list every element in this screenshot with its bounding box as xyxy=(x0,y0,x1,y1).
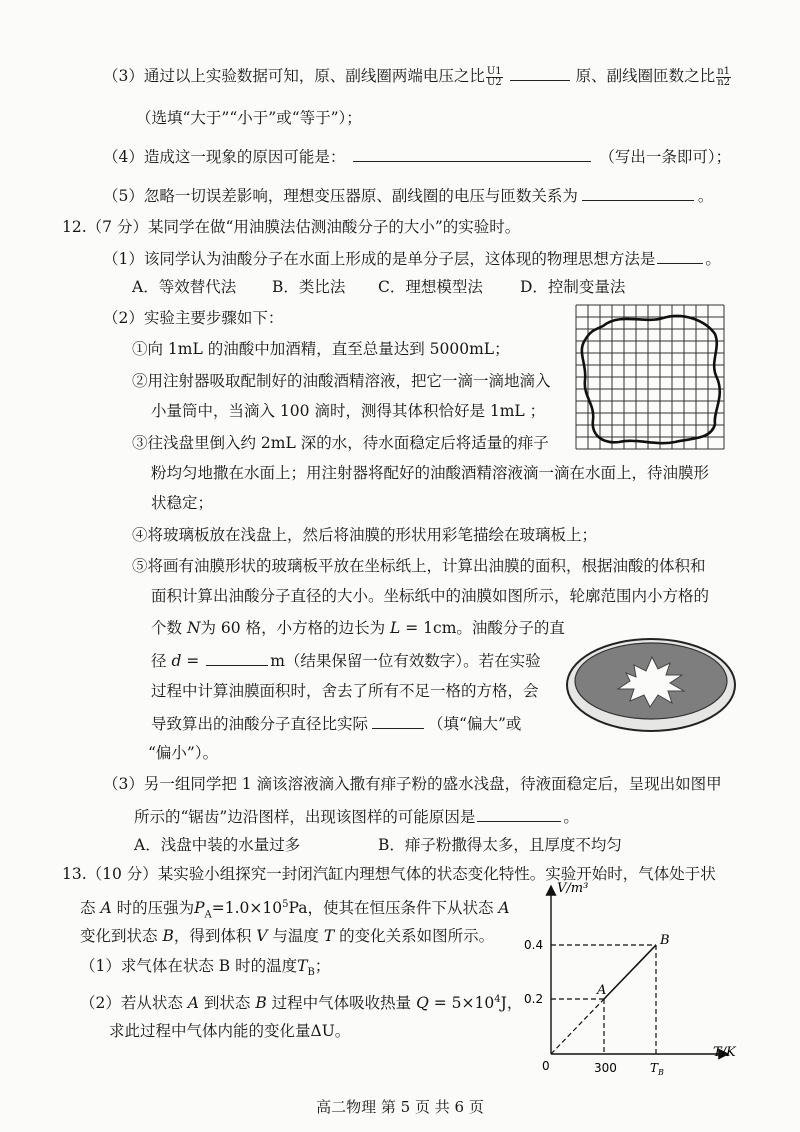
step-5c: 个数 N为 60 格，小方格的边长为 L = 1cm。油酸分子的直 xyxy=(151,619,565,637)
step-5b: 面积计算出油酸分子直径的大小。坐标纸中的油膜如图所示，轮廓范围内小方格的 xyxy=(151,587,710,605)
q12-part3-option-a: A．浅盘中装的水量过多 xyxy=(134,836,301,854)
q12-option-a: A．等效替代法 xyxy=(132,278,237,296)
q13-part1: （1）求气体在状态 B 时的温度$T_B$； xyxy=(80,957,331,979)
step-2a: ②用注射器吸取配制好的油酸酒精溶液，把它一滴一滴地滴入 xyxy=(132,372,551,390)
grid-lines xyxy=(576,305,724,449)
step-1: ①向 1mL 的油酸中加酒精，直至总量达到 5000mL； xyxy=(132,340,510,358)
step-4: ④将玻璃板放在浅盘上，然后将油膜的形状用彩笔描绘在玻璃板上； xyxy=(132,526,598,544)
q11-part4-line: （4）造成这一现象的原因可能是： （写出一条即可）； xyxy=(103,145,731,168)
extrapolation-line xyxy=(551,999,604,1054)
step-2b: 小量筒中，当滴入 100 滴时，测得其体积恰好是 1mL ； xyxy=(151,402,546,420)
voltage-ratio: $\frac{U1}{U2}$ xyxy=(486,65,502,88)
step-3c: 状稳定； xyxy=(151,494,214,512)
x-tick-tb: $T_B$ xyxy=(650,1061,664,1077)
answer-blank[interactable] xyxy=(353,145,591,162)
diameter-blank[interactable] xyxy=(206,649,268,666)
q13-line3: 变化到状态 B，得到体积 V 与温度 T 的变化关系如图所示。 xyxy=(80,927,495,945)
volume-temperature-graph xyxy=(520,878,750,1078)
q12-option-d: D．控制变量法 xyxy=(520,278,626,296)
q12-part1: （1）该同学认为油酸分子在水面上形成的是单分子层，这体现的物理思想方法是 。 xyxy=(103,247,721,270)
answer-blank[interactable] xyxy=(657,247,703,264)
q12-option-c: C．理想模型法 xyxy=(378,278,483,296)
turns-ratio: $\frac{n1}{n2}$ xyxy=(717,65,730,88)
q12-part2: （2）实验主要步骤如下： xyxy=(103,309,284,327)
q12-part3a: （3）另一组同学把 1 滴该溶液滴入撒有痱子粉的盛水浅盘，待液面稳定后，呈现出如图甲 xyxy=(103,775,722,793)
point-b-label: B xyxy=(660,933,670,948)
answer-blank[interactable] xyxy=(582,184,694,201)
answer-blank[interactable] xyxy=(510,64,570,81)
step-5g: “偏小”）。 xyxy=(148,744,219,762)
q13-part2b: 求此过程中气体内能的变化量ΔU。 xyxy=(109,1022,351,1040)
step-5a: ⑤将画有油膜形状的玻璃板平放在坐标纸上，计算出油膜的面积，根据油酸的体积和 xyxy=(132,557,706,575)
oil-film-outline xyxy=(582,316,720,443)
step-5d: 径 d = m（结果保留一位有效数字）。若在实验 xyxy=(151,649,541,672)
q12-header: 12.（7 分）某同学在做“用油膜法估测油酸分子的大小”的实验时。 xyxy=(62,218,521,236)
q11-part3-note: （选填“大于”“小于”或“等于”）； xyxy=(136,109,362,127)
q12-part3-option-b: B．痱子粉撒得太多，且厚度不均匀 xyxy=(378,836,622,854)
oil-film-grid-figure xyxy=(575,304,725,450)
q12-part3b: 所示的“锯齿”边沿图样，出现该图样的可能原因是 。 xyxy=(134,805,579,828)
process-line-ab xyxy=(604,945,656,999)
answer-blank[interactable] xyxy=(372,712,424,729)
q13-part2: （2）若从状态 A 到状态 B 过程中气体吸收热量 $Q = 5\times 10^4J$， xyxy=(80,994,523,1013)
answer-blank[interactable] xyxy=(477,805,561,822)
q13-line2: 态 A 时的压强为$P_A=1.0\times 10^5Pa$，使其在恒压条件下从状态 A xyxy=(80,899,510,921)
q13-header: 13.（10 分）某实验小组探究一封闭汽缸内理想气体的状态变化特性。实验开始时，气体处于状 xyxy=(62,865,716,883)
point-a-label: A xyxy=(597,983,607,998)
origin-label: 0 xyxy=(542,1059,550,1073)
y-axis-label: V/m³ xyxy=(557,881,589,896)
x-tick-300: 300 xyxy=(594,1061,617,1075)
page-footer: 高二物理 第 5 页 共 6 页 xyxy=(316,1098,484,1116)
y-tick-0.4: 0.4 xyxy=(524,938,544,952)
y-tick-0.2: 0.2 xyxy=(524,992,544,1006)
step-3a: ③往浅盘里倒入约 2mL 深的水，待水面稳定后将适量的痱子 xyxy=(132,434,549,452)
step-5e: 过程中计算油膜面积时，舍去了所有不足一格的方格，会 xyxy=(151,682,539,700)
q11-part5-line: （5）忽略一切误差影响，理想变压器原、副线圈的电压与匝数关系为 。 xyxy=(103,184,713,207)
q12-option-b: B．类比法 xyxy=(272,278,346,296)
x-axis-label: T/K xyxy=(713,1045,736,1060)
step-5f: 导致算出的油酸分子直径比实际 （填“偏大”或 xyxy=(151,712,521,735)
q11-part3-line: （3）通过以上实验数据可知，原、副线圈两端电压之比 $\frac{U1}{U2}$ 原、副线圈匝数之比 $\frac{n1}{n2}$ xyxy=(103,65,730,88)
step-3b: 粉均匀地撒在水面上；用注射器将配好的油酸酒精溶液滴一滴在水面上，待油膜形 xyxy=(151,464,710,482)
shallow-dish-figure xyxy=(564,635,738,735)
